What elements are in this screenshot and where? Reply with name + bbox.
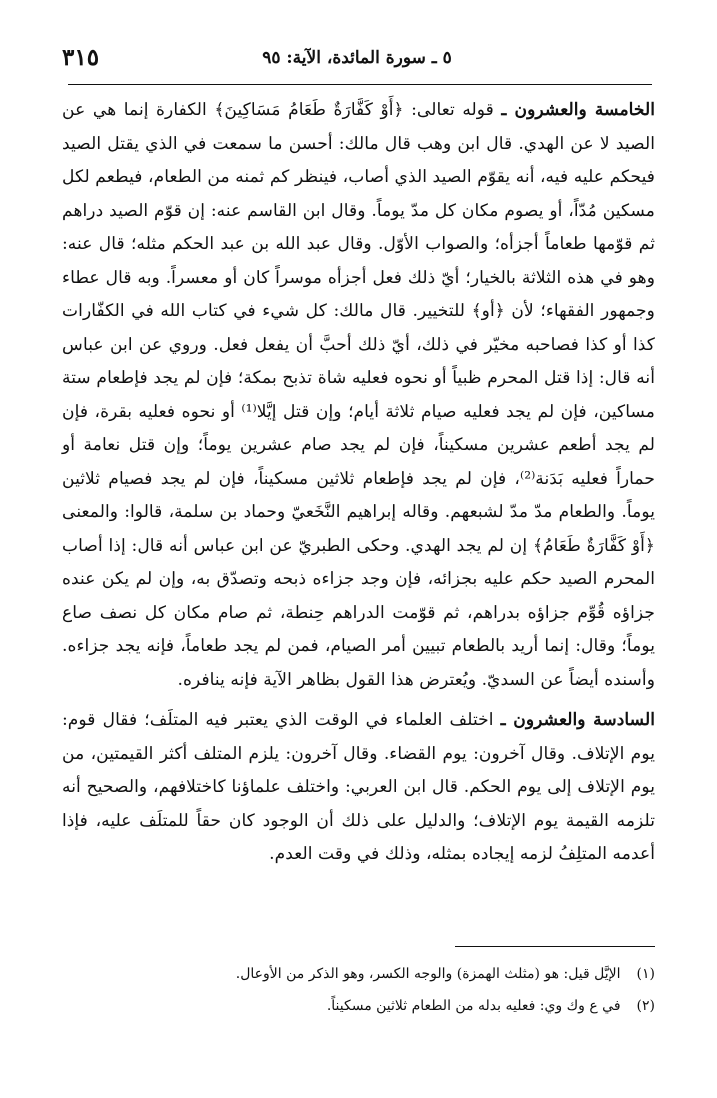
section-heading-25: الخامسة والعشرون ـ [501, 100, 655, 120]
footnote-number: (١) [636, 966, 655, 982]
running-title: ٥ ـ سورة المائدة، الآية: ٩٥ [262, 48, 452, 68]
footnote-number: (٢) [636, 998, 655, 1014]
footnote-1 [62, 958, 655, 990]
footnote-rule [455, 946, 655, 947]
running-header [62, 40, 652, 80]
paragraph-26 [62, 704, 655, 872]
footnote-2 [62, 990, 655, 1022]
footnote-text: الإيَّل قيل: هو (مثلث الهمزة) والوجه الكسر، وهو الذكر من الأوعال. [235, 966, 621, 982]
paragraph-25 [62, 94, 655, 697]
main-text [62, 94, 655, 872]
page-number: ٣١٥ [62, 44, 100, 71]
footnotes [62, 958, 655, 1022]
paragraph-text: اختلف العلماء في الوقت الذي يعتبر فيه المتلَف؛ فقال قوم: يوم الإتلاف. وقال آخرون: يوم القضاء. وقال آخرون: يلزم المتلف أكثر القيمتين، من يوم الإتلاف إلى يوم الحكم. قال ابن العربي: واختلف علماؤنا كاختلافهم، والصحيح أنه تلزمه القيمة يوم الإتلاف؛ والدليل على ذلك أن الوجود كان حقاً للمتلَف عليه، فإذا أعدمه المتلِفُ لزمه إيجاده بمثله، وذلك في وقت العدم. [62, 710, 655, 864]
footnote-text: في ع وك وي: فعليه بدله من الطعام ثلاثين مسكيناً. [326, 998, 621, 1014]
section-heading-26: السادسة والعشرون ـ [500, 710, 655, 730]
paragraph-text: قوله تعالى: ﴿أَوْ كَفَّارَةٌ طَعَامُ مَسَاكِينَ﴾ الكفارة إنما هي عن الصيد لا عن الهدي. قال ابن وهب قال مالك: أحسن ما سمعت في الذي يقتل الصيد فيحكم عليه فيه، أنه يقوّم الصيد الذي أصاب، فينظر كم ثمنه من الطعام، فيطعم لكل مسكين مُدّاً، أو يصوم مكان كل مدّ يوماً. وقال ابن القاسم عنه: إن قوّم الصيد دراهم ثم قوّمها طعاماً أجزأه؛ والصواب الأوّل. وقال عبد الله بن عبد الحكم مثله؛ قال عنه: وهو في هذه الثلاثة بالخيار؛ أيّ ذلك فعل أجزأه موسراً كان أو معسراً. وبه قال عطاء وجمهور الفقهاء؛ لأن ﴿أو﴾ للتخيير. قال مالك: كل شيء في كتاب الله في الكفّارات كذا أو كذا فصاحبه مخيّر في ذلك، أيّ ذلك أحبَّ أن يفعل فعل. وروي عن ابن عباس أنه قال: إذا قتل المحرم ظبياً أو نحوه فعليه شاة تذبح بمكة؛ فإن لم يجد فإطعام ستة مساكين، فإن لم يجد فعليه صيام ثلاثة أيام؛ وإن قتل إيَّلا⁽¹⁾ أو نحوه فعليه بقرة، فإن لم يجد أطعم عشرين مسكيناً، فإن لم يجد صام عشرين يوماً؛ وإن قتل نعامة أو حماراً فعليه بَدَنة⁽²⁾، فإن لم يجد فإطعام ثلاثين مسكيناً، فإن لم يجد فصيام ثلاثين يوماً. والطعام مدّ مدّ لشبعهم. وقاله إبراهيم النَّخَعيّ وحماد بن سلمة، قالوا: والمعنى ﴿أَوْ كَفَّارَةٌ طَعَامُ﴾ إن لم يجد الهدي. وحكى الطبريّ عن ابن عباس أنه قال: إذا أصاب المحرم الصيد حكم عليه بجزائه، فإن وجد جزاءه ذبحه وتصدّق به، وإن لم يكن عنده جزاؤه قُوِّم جزاؤه بدراهم، ثم قوّمت الدراهم حِنطة، ثم صام مكان كل نصف صاع يوماً؛ وقال: إنما أريد بالطعام تبيين أمر الصيام، فمن لم يجد طعاماً، فإنه يجد جزاءه. وأسنده أيضاً عن السديّ. ويُعترض هذا القول بظاهر الآية فإنه ينافره. [62, 100, 655, 690]
header-rule [68, 84, 652, 85]
